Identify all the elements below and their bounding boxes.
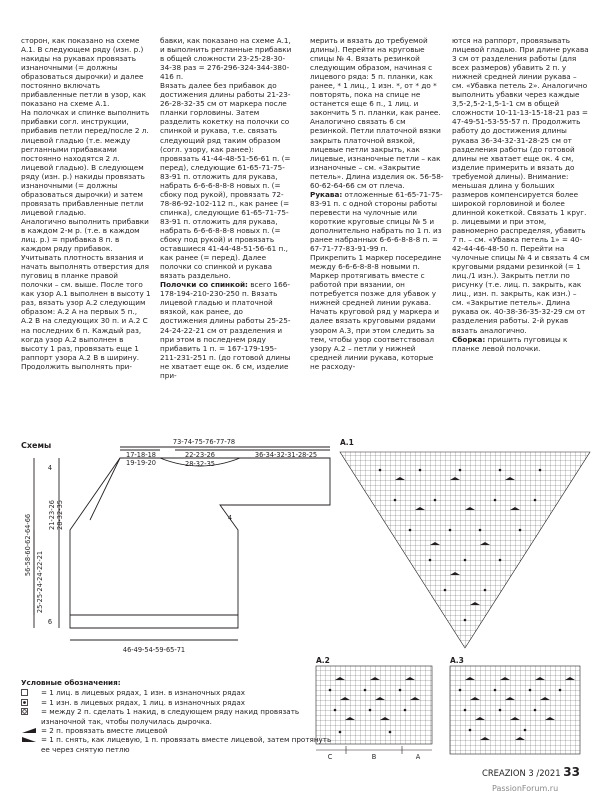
- legend-text: = 1 п. снять, как лицевую, 1 п. провязать вместе лицевой, затем протянуть ее через снятую петлю: [41, 735, 332, 754]
- chart-a1-title: А.1: [340, 438, 354, 447]
- bold-heading: Сборка:: [452, 334, 486, 344]
- a2-label-b: B: [371, 753, 377, 761]
- bold-heading: Полочки со спинкой:: [160, 280, 248, 290]
- yarn-over-icon: [21, 708, 37, 715]
- paragraph: Аналогично выполнить прибавки в каждом 2-м р. (т.е. в каждом лиц. р.) = прибавка 8 п. в каждом ряду прибавок. Учитывать плотность вязания и начать выполнять отверстия для пуговиц в планке правой полочки – см. выше. После того как узор А.1 выполнен в высоту 1 раз, вязать узор А.2 следующим образом: А.2 А на первых 5 п., А.2 В на следующих 30 п. и А.2 С на последних 6 п. Каждый раз, когда узор А.2 выполнен в высоту 1 раз, провязать еще 1 раппорт узора А.2 В в ширину. Продолжить выполнять при-: [21, 216, 151, 371]
- skp-icon: [21, 736, 37, 743]
- legend-item: [21, 726, 341, 735]
- dim-top-width: 73-74-75-76-77-78: [172, 438, 236, 446]
- paragraph: бавки, как показано на схеме А.1, и выполнить регланные прибавки в общей сложности 23-25-28-30-34-38 раз = 276-296-324-344-380-416 п.: [160, 36, 292, 82]
- paragraph-rest: отложенные 61-65-71-75-83-91 п. с одной стороны работы перевести на чулочные или короткие круговые спицы № 5 и дополнительно набрать по 1 п. из ранее набранных 6-6-6-8-8-8 п. = 67-71-77-83-91-99 п.: [310, 189, 443, 254]
- paragraph-rest: всего 166-178-194-210-230-250 п. Вязать лицевой гладью и платочной вязкой, как ранее, до достижения длины работы 25-25-24-24-22-21 см от разделения и при этом в последнем ряду прибавить 1 п. = 167-179-195-211-231-251 п. (до готовой длины не хватает еще ок. 6 см, изделие при-: [160, 280, 291, 380]
- paragraph: мерить и вязать до требуемой длины). Перейти на круговые спицы № 4. Вязать резинкой следующим образом, начиная с лицевого ряда: 5 п. планки, как ранее, * 1 лиц., 1 изн. *, от * до * повторять, пока на спице не останется еще 6 п., 1 лиц. и закончить 5 п. планки, как ранее. Аналогично связать 6 см резинкой. Петли платочной вязки закрыть платочной вязкой, лицевые петли закрыть, как лицевые, изнаночные петли – как изнаночные – см. «Закрытие петель». Длина изделия ок. 56-58-60-62-64-66 см от плеча.: [310, 36, 444, 190]
- garment-dimensions: [24, 438, 317, 654]
- a2-label-a: A: [415, 753, 421, 761]
- dim-mid-neck-2: 28-32-35: [185, 460, 215, 468]
- page-footer: [482, 765, 580, 779]
- dim-top-offset: 4: [47, 464, 53, 472]
- page-number: 33: [563, 765, 580, 779]
- legend-text: = 1 лиц. в лицевых рядах, 1 изн. в изнаночных рядах: [41, 688, 246, 698]
- paragraph: На полочках и спинке выполнить прибавки согл. инструкции, прибавив петли перед/после 2 л. лицевой гладью (т.е. между регланными прибавками постоянно находятся 2 л. лицевой гладью). В следующем ряду (изн. р.) накиды провязать изнаночными (= должны образоваться дырочки) и затем провязать прибавленные петли лицевой гладью.: [21, 108, 150, 217]
- knit-stitch-icon: [21, 689, 37, 696]
- chart-a2-title: А.2: [316, 656, 330, 665]
- dim-rib: 6: [47, 618, 53, 626]
- dim-mid-neck: 22-23-26: [185, 451, 215, 459]
- paragraph-rest: пришить пуговицы к планке левой полочки.: [452, 334, 568, 353]
- magazine-issue: CREAZION 3 /2021: [482, 768, 561, 778]
- bold-heading: Рукава:: [310, 189, 343, 199]
- dim-left-neck: 17-18-18: [126, 451, 156, 459]
- dim-body-height: 25-25-24-24-22-21: [36, 550, 44, 614]
- watermark: PassionForum.ru: [492, 784, 559, 793]
- legend-text: = между 2 п. сделать 1 накид, в следующем ряду накид провязать изнаночной так, чтобы получилась дырочка.: [41, 707, 300, 726]
- dim-sleeve-offset: 4: [227, 514, 233, 522]
- legend-item: [21, 735, 341, 754]
- legend-item: [21, 707, 341, 726]
- legend: [21, 678, 341, 754]
- chart-a1: [340, 452, 590, 648]
- paragraph: Начать круговой ряд у маркера и далее вязать круговыми рядами узором А.3, при этом следить за тем, чтобы узор соответствовал узору А.2 – петли у нижней средней линии рукава, которые не расходу-: [310, 307, 439, 371]
- dim-total-height: 56-58-60-62-64-66: [24, 513, 32, 577]
- k2tog-icon: [21, 727, 37, 734]
- a2-label-c: C: [327, 753, 333, 761]
- dim-bottom-width: 46-49-54-59-65-71: [122, 646, 186, 654]
- legend-text: = 1 изн. в лицевых рядах, 1 лиц. в изнаночных рядах: [41, 697, 246, 707]
- paragraph: сторон, как показано на схеме А.1. В следующем ряду (изн. р.) накиды на рукавах провязать изнаночными (= должны образоваться дырочки) и далее постоянно включать прибавленные петли в узор, как показано на схеме А.1.: [21, 36, 146, 109]
- schema-title: Схемы: [21, 441, 52, 450]
- chart-a3-title: А.3: [450, 656, 464, 665]
- legend-item: [21, 698, 341, 707]
- dim-yoke-height: 21-23-26: [48, 500, 56, 530]
- paragraph: ются на раппорт, провязывать лицевой гладью. При длине рукава 3 см от разделения работы (для всех размеров) убавить 2 п. у нижней средней линии рукава – см. «Убавка петель 2». Аналогично выполнить убавки через каждые 3,5-2,5-2-1,5-1-1 см в общей сложности 10-11-13-15-18-21 раз = 47-49-51-53-55-57 п. Продолжить работу до достижения длины рукава 36-34-32-31-28-25 см от разделения работы (до готовой длины не хватает еще ок. 4 см, изделие примерить и вязать до требуемой длины). Внимание: меньшая длина у больших размеров компенсируется более широкой горловиной и более длинной кокеткой. Связать 1 круг. р. лицевыми и при этом, равномерно распределяя, убавить 7 п. – см. «Убавка петель 1» = 40-42-44-46-48-50 п. Перейти на чулочные спицы № 4 и связать 4 см круговыми рядами резинкой (= 1 лиц./1 изн.). Закрыть петли по рисунку (т.е. лиц. п. закрыть, как лиц., изн. п. закрыть, как изн.) – см. «Закрытие петель». Длина рукава ок. 40-38-36-35-32-29 см от разделения работы. 2-й рукав вязать аналогично.: [452, 36, 590, 335]
- legend-item: [21, 688, 341, 697]
- legend-text: = 2 п. провязать вместе лицевой: [41, 726, 168, 736]
- paragraph: Прикрепить 1 маркер посередине между 6-6-6-8-8-8 новыми п. Маркер протягивать вместе с работой при вязании, он потребуется позже для убавок у нижней средней линии рукава.: [310, 253, 442, 308]
- dim-left-neck-2: 19-19-20: [126, 459, 156, 467]
- dim-right-neck: 36-34-32-31-28-25: [254, 451, 318, 459]
- dim-yoke-height-2: 28-32-35: [56, 500, 64, 530]
- paragraph: Вязать далее без прибавок до достижения длины работы 21-23-26-28-32-35 см от маркера после планки горловины. Затем разделить кокетку на полочки со спинкой и рукава, т.е. связать следующий ряд таким образом (согл. узору, как ранее): провязать 41-44-48-51-56-61 п. (= перед), следующие 61-65-71-75-83-91 п. отложить для рукава, набрать 6-6-6-8-8-8 новых п. (= сбоку под рукой), провязать 72-78-86-92-102-112 п., как ранее (= спинка), следующие 61-65-71-75-83-91 п. отложить для рукава, набрать 6-6-6-8-8-8 новых п. (= сбоку под рукой) и провязать оставшиеся 41-44-48-51-56-61 п., как ранее (= перед). Далее полочки со спинкой и рукава вязать раздельно.: [160, 81, 291, 281]
- garment-schematic: [34, 447, 330, 640]
- purl-stitch-icon: [21, 699, 37, 706]
- chart-a3: [450, 666, 580, 754]
- legend-title: Условные обозначения:: [21, 678, 121, 687]
